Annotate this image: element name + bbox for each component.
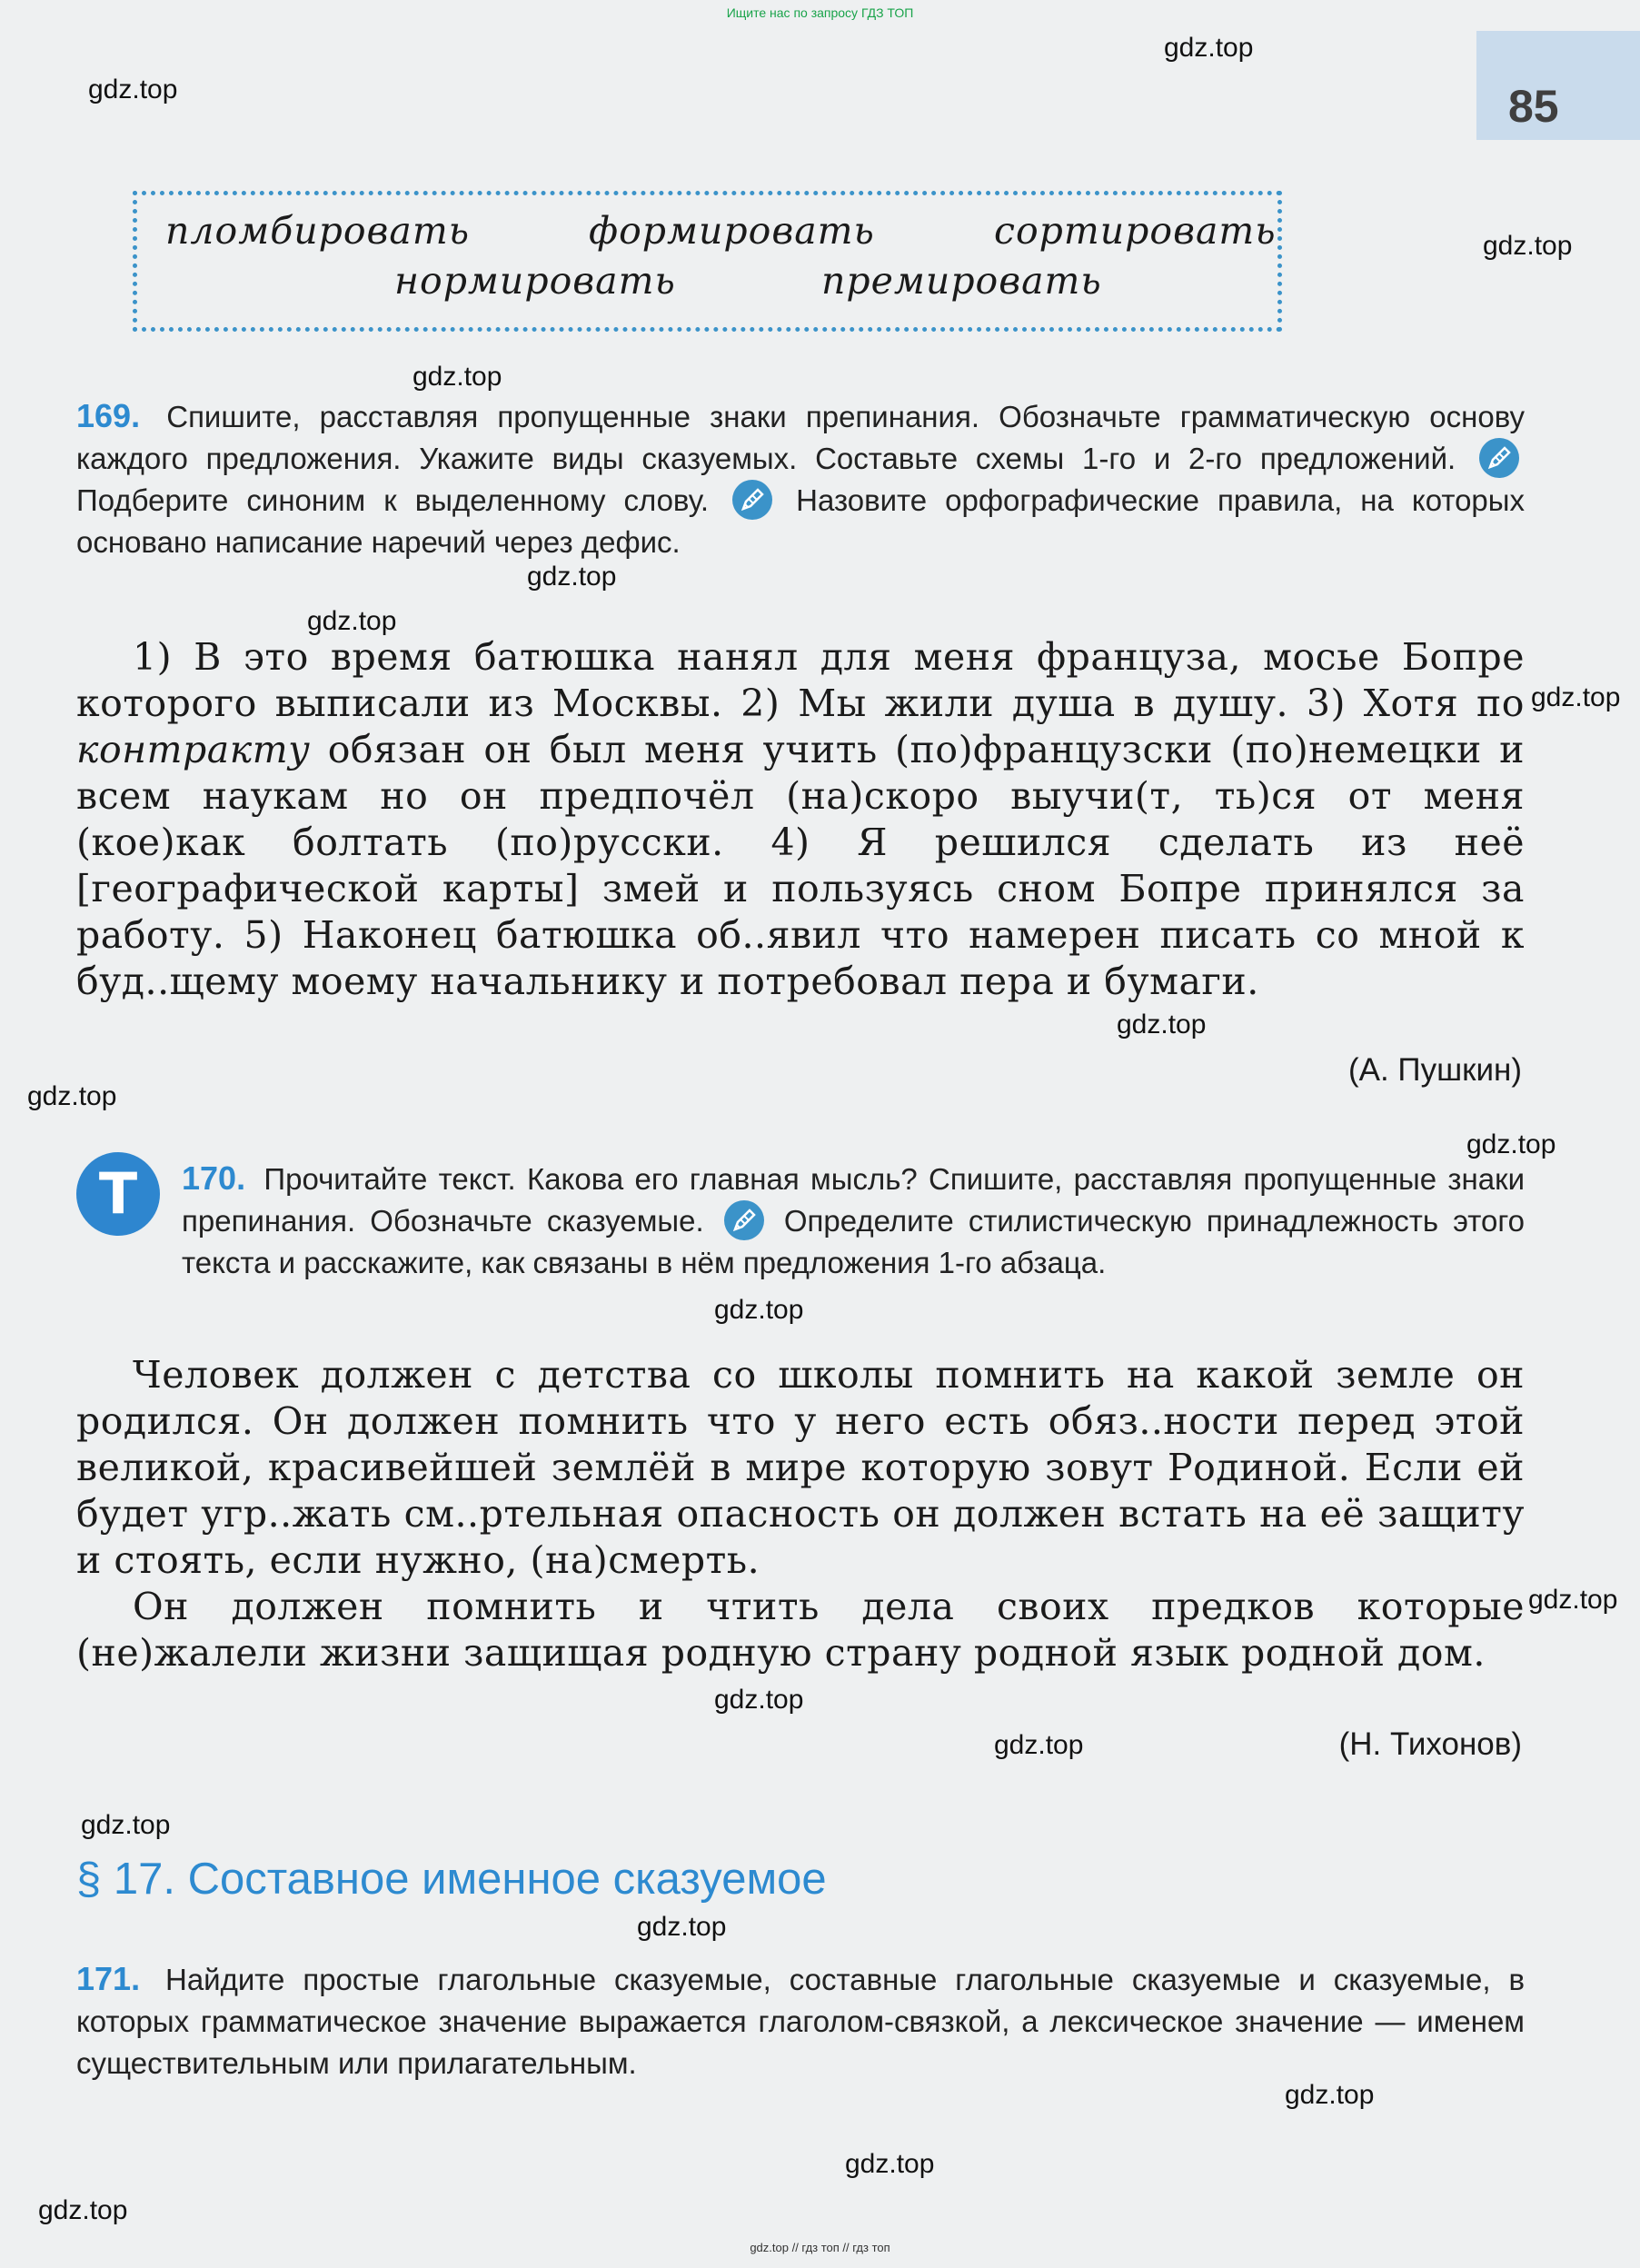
task-text: Подберите синоним к выделенному слову.: [76, 483, 710, 517]
word-box-row-1: [994, 209, 1277, 253]
text-paragraph: [76, 634, 1525, 1005]
task-169: [76, 395, 1525, 563]
word-box-row-2: [394, 259, 676, 303]
pencil-icon: [724, 1200, 764, 1240]
task-number: 169.: [76, 397, 141, 434]
watermark: gdz.top: [714, 1685, 804, 1715]
section-title: § 17. Составное именное сказуемое: [76, 1855, 827, 1904]
bottom-note: gdz.top // гдз топ // гдз топ: [750, 2241, 890, 2254]
watermark: gdz.top: [1483, 231, 1573, 261]
word-box-row-2: [821, 259, 1102, 303]
task-number: 171.: [76, 1960, 141, 1997]
watermark: gdz.top: [1528, 1585, 1618, 1615]
t-badge-icon: Т: [76, 1152, 160, 1236]
watermark: gdz.top: [27, 1081, 117, 1111]
text-fragment: обязан он был меня учить (по)французски (по)немецки и всем наукам но он предпочёл (на)скоро выучи(т, ть)ся от меня (кое)как болтать (по)русски. 4) Я решился сделать из неё [географической карты] змей и пользуясь сном Бопре принялся за работу. 5) Наконец батюшка об..явил что намерен писать со мной к буд..щему моему начальнику и потребовал пера и бумаги.: [76, 728, 1525, 1003]
author-tikhonov: (Н. Тихонов): [1338, 1726, 1522, 1762]
word-item: сортировать: [994, 209, 1277, 253]
task-text: Назовите орфографические правила, на которых основано написание наречий через дефис.: [76, 483, 1525, 559]
author-pushkin: (А. Пушкин): [1347, 1052, 1522, 1088]
word-item: премировать: [821, 259, 1102, 303]
word-box-row-1: [589, 209, 875, 253]
top-note: Ищите нас по запросу ГДЗ ТОП: [726, 5, 914, 20]
watermark: gdz.top: [412, 362, 502, 392]
watermark: gdz.top: [637, 1912, 727, 1942]
word-item: нормировать: [394, 259, 676, 303]
task-170: [182, 1158, 1525, 1284]
word-item: формировать: [589, 209, 875, 253]
task-number: 170.: [182, 1159, 246, 1197]
watermark: gdz.top: [1117, 1010, 1207, 1040]
watermark: gdz.top: [1466, 1129, 1556, 1159]
pencil-icon: [732, 480, 772, 520]
text-paragraph: Человек должен с детства со школы помнить на какой земле он родился. Он должен помнить что у него есть обяз..ности перед этой великой, красивейшей землёй в мире которую зовут Родиной. Если ей будет угр..жать см..ртельная опасность он должен встать на её защиту и стоять, если нужно, (на)смерть.: [76, 1353, 1525, 1582]
watermark: gdz.top: [1531, 682, 1621, 712]
watermark: gdz.top: [38, 2195, 128, 2225]
watermark: gdz.top: [88, 75, 178, 104]
highlighted-word: контракту: [76, 728, 311, 771]
text-paragraph: Он должен помнить и чтить дела своих предков которые (не)жалели жизни защищая родную страну родной язык родной дом.: [76, 1585, 1525, 1675]
word-item: пломбировать: [165, 209, 471, 253]
watermark: gdz.top: [1164, 33, 1254, 63]
page-number: 85: [1508, 81, 1559, 132]
watermark: gdz.top: [81, 1810, 171, 1840]
watermark: gdz.top: [527, 562, 617, 592]
task-text: Найдите простые глагольные сказуемые, составные глагольные сказуемые и сказуемые, в которых грамматическое значение выражается глаголом-связкой, а лексическое значение — именем существительным или прилагательным.: [76, 1963, 1525, 2080]
watermark: gdz.top: [994, 1730, 1084, 1760]
word-box-row-1: [165, 209, 470, 253]
watermark: gdz.top: [714, 1295, 804, 1325]
task-text: Определите стилистическую принадлежность этого текста и расскажите, как связаны в нём предложения 1-го абзаца.: [182, 1204, 1526, 1279]
watermark: gdz.top: [307, 606, 397, 636]
task-171: [76, 1958, 1525, 2084]
pencil-icon: [1479, 438, 1519, 478]
text-fragment: 1) В это время батюшка нанял для меня француза, мосье Бопре которого выписали из Москвы. 2) Мы жили душа в душу. 3) Хотя по: [76, 635, 1525, 725]
text-170: [76, 1352, 1525, 1676]
watermark: gdz.top: [1285, 2080, 1375, 2110]
task-text: Прочитайте текст. Какова его главная мысль? Спишите, расставляя пропущенные знаки препинания. Обозначьте сказуемые.: [182, 1162, 1526, 1238]
text-169: [76, 634, 1525, 1005]
watermark: gdz.top: [845, 2149, 935, 2179]
task-text: Спишите, расставляя пропущенные знаки препинания. Обозначьте грамматическую основу каждого предложения. Укажите виды сказуемых. Составьте схемы 1-го и 2-го предложений.: [76, 400, 1526, 475]
